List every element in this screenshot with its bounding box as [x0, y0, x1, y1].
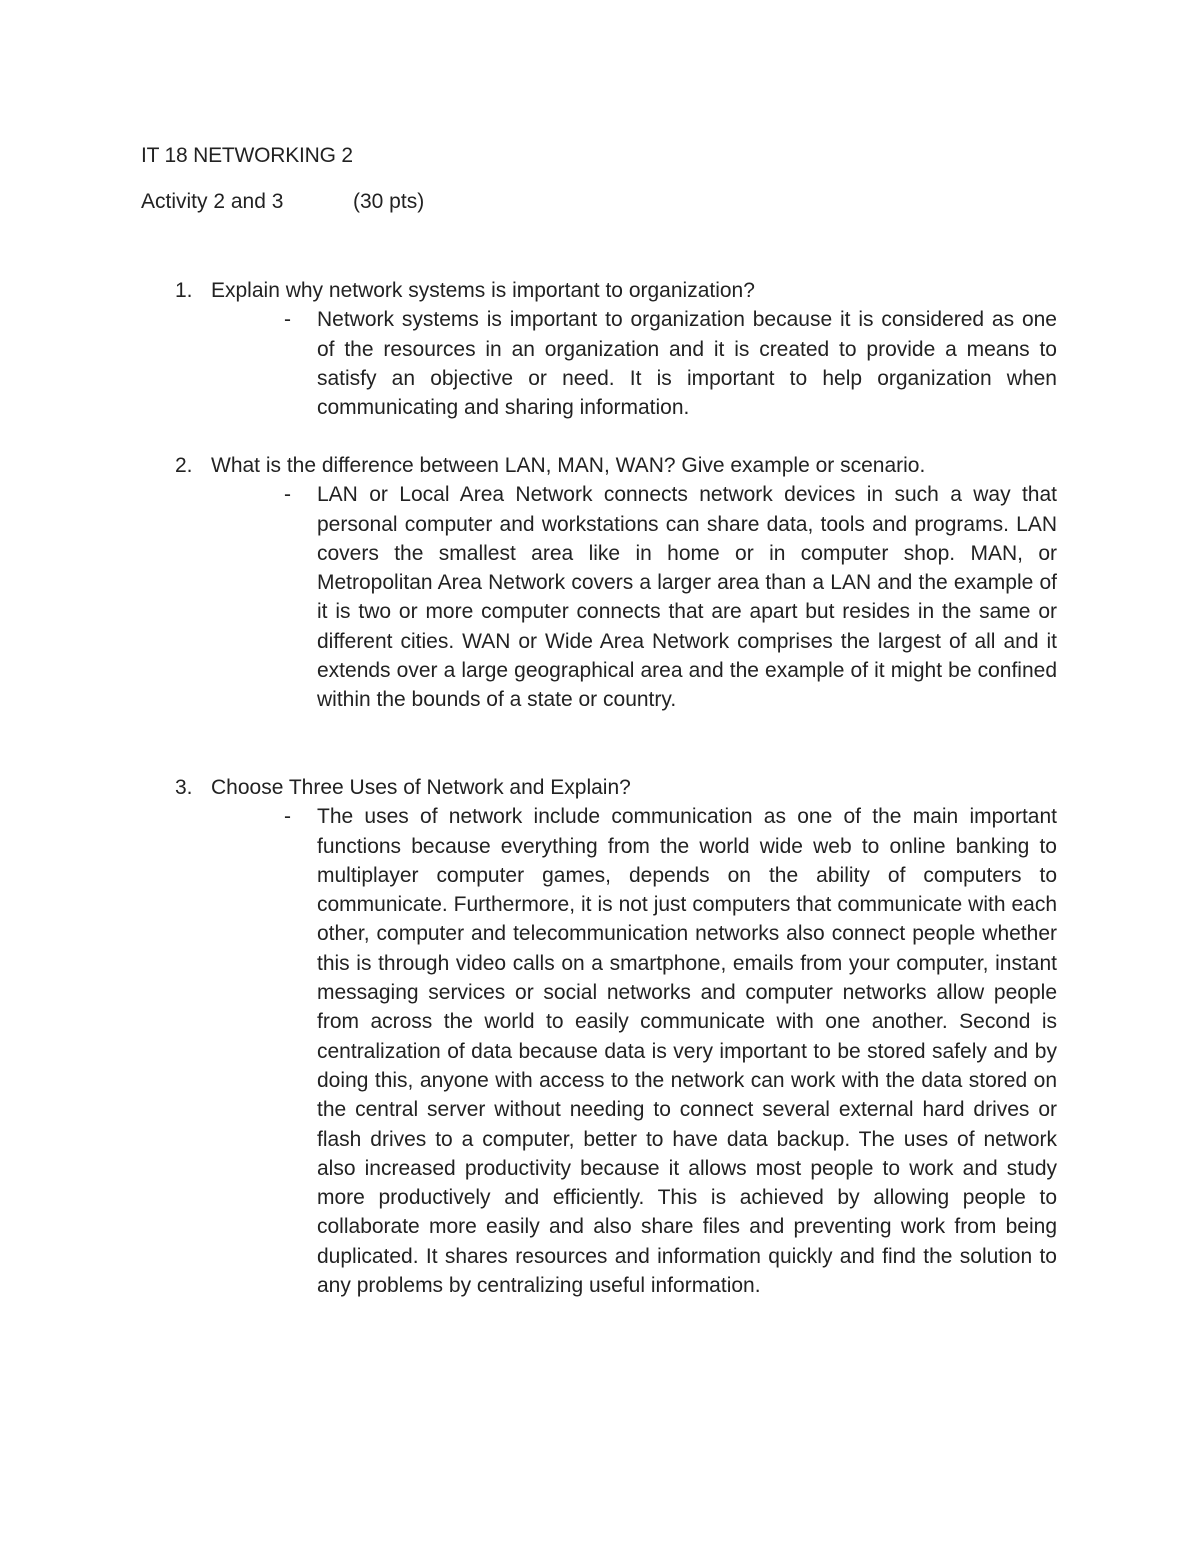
- answer-text: Network systems is important to organization because it is considered as one of the resources in an organization and it is created to provide a means to satisfy an objective or need. It is important to help organization when communicating and sharing information.: [317, 308, 1057, 420]
- answer-bullet: -: [284, 483, 291, 507]
- course-title: IT 18 NETWORKING 2: [141, 144, 353, 167]
- question-number: 3.: [175, 776, 193, 799]
- activity-label: Activity 2 and 3: [141, 190, 284, 213]
- question-text: Explain why network systems is important to organization?: [211, 279, 755, 302]
- answer-text: The uses of network include communication as one of the main important functions because everything from the world wide web to online banking to multiplayer computer games, depends on the ability of computers to communicate. Furthermore, it is not just computers that communicate with each other, computer and telecommunication networks also connect people whether this is through video calls on a smartphone, emails from your computer, instant messaging services or social networks and computer networks allow people from across the world to easily communicate with one another. Second is centralization of data because data is very important to be stored safely and by doing this, anyone with access to the network can work with the data stored on the central server without needing to connect several external hard drives or flash drives to a computer, better to have data backup. The uses of network also increased productivity because it allows most people to work and study more productively and efficiently. This is achieved by allowing people to collaborate more easily and also share files and preventing work from being duplicated. It shares resources and information quickly and find the solution to any problems by centralizing useful information.: [317, 805, 1057, 1298]
- answer-bullet: -: [284, 805, 291, 829]
- answer-text: LAN or Local Area Network connects network devices in such a way that personal computer and workstations can share data, tools and programs. LAN covers the smallest area like in home or in computer shop. MAN, or Metropolitan Area Network covers a larger area than a LAN and the example of it is two or more computer connects that are apart but resides in the same or different cities. WAN or Wide Area Network comprises the largest of all and it extends over a large geographical area and the example of it might be confined within the bounds of a state or country.: [317, 483, 1057, 712]
- question-number: 2.: [175, 454, 193, 477]
- activity-points: (30 pts): [353, 190, 425, 213]
- question-text: What is the difference between LAN, MAN, WAN? Give example or scenario.: [211, 454, 926, 477]
- answer-bullet: -: [284, 308, 291, 332]
- question-text: Choose Three Uses of Network and Explain?: [211, 776, 631, 799]
- question-number: 1.: [175, 279, 193, 302]
